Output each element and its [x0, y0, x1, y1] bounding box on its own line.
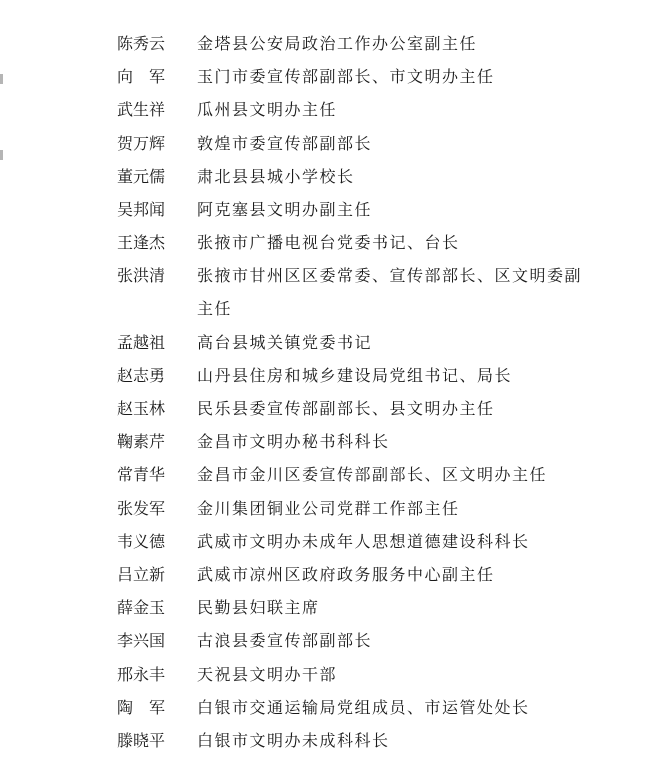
list-item [0, 160, 661, 193]
list-item [0, 458, 661, 491]
person-title: 张掖市广播电视台党委书记、台长 [197, 233, 460, 253]
list-item [0, 591, 661, 624]
list-item [0, 259, 661, 325]
person-name: 常青华 [117, 465, 166, 485]
person-title: 阿克塞县文明办副主任 [197, 199, 373, 219]
list-item [0, 658, 661, 691]
person-name: 薛金玉 [117, 598, 166, 618]
person-title: 玉门市委宣传部副部长、市文明办主任 [197, 67, 495, 87]
person-title: 金塔县公安局政治工作办公室副主任 [197, 34, 478, 53]
person-title: 敦煌市委宣传部副部长 [197, 133, 373, 153]
person-title: 武威市文明办未成年人思想道德建设科科长 [197, 531, 530, 551]
person-name: 赵志勇 [117, 365, 166, 385]
list-item [0, 60, 661, 93]
list-item [0, 27, 661, 60]
list-item [0, 226, 661, 259]
person-name: 韦义德 [117, 531, 166, 551]
person-title: 天祝县文明办干部 [197, 664, 338, 684]
person-title: 民乐县委宣传部副部长、县文明办主任 [197, 399, 495, 419]
person-title: 古浪县委宣传部副部长 [197, 631, 373, 651]
person-title: 山丹县住房和城乡建设局党组书记、局长 [197, 365, 513, 385]
person-name: 李兴国 [117, 631, 166, 651]
list-item [0, 724, 661, 757]
person-title: 肃北县县城小学校长 [197, 166, 355, 186]
person-title: 民勤县妇联主席 [197, 598, 320, 618]
person-name: 武生祥 [117, 100, 166, 120]
person-name: 向 军 [117, 67, 166, 87]
person-title: 白银市文明办未成科科长 [197, 730, 390, 750]
list-item [0, 359, 661, 392]
person-name: 张洪清 [117, 266, 166, 286]
person-name: 邢永丰 [117, 664, 166, 684]
list-item [0, 425, 661, 458]
list-item [0, 326, 661, 359]
list-item [0, 691, 661, 724]
list-item [0, 93, 661, 126]
person-title: 金昌市文明办秘书科科长 [197, 432, 390, 452]
list-item [0, 492, 661, 525]
person-name: 陶 军 [117, 697, 166, 717]
person-name: 王逢杰 [117, 233, 166, 253]
list-item [0, 624, 661, 657]
person-name: 赵玉林 [117, 399, 166, 419]
list-item [0, 392, 661, 425]
person-name: 吕立新 [117, 565, 166, 585]
person-title: 金昌市金川区委宣传部副部长、区文明办主任 [197, 465, 548, 485]
name-list [0, 27, 661, 757]
person-title: 金川集团铜业公司党群工作部主任 [197, 498, 460, 518]
list-item [0, 525, 661, 558]
person-name: 董元儒 [117, 166, 166, 186]
person-name: 贺万辉 [117, 133, 166, 153]
person-name: 孟越祖 [117, 332, 166, 352]
person-title: 白银市交通运输局党组成员、市运管处处长 [197, 697, 530, 717]
person-name: 张发军 [117, 498, 166, 518]
person-name: 吴邦闻 [117, 199, 166, 219]
list-item [0, 193, 661, 226]
person-name: 滕晓平 [117, 730, 166, 750]
person-title: 武威市凉州区政府政务服务中心副主任 [197, 565, 495, 585]
list-item [0, 558, 661, 591]
person-title: 张掖市甘州区区委常委、宣传部部长、区文明委副主任 [197, 266, 583, 319]
person-title: 瓜州县文明办主任 [197, 100, 338, 120]
person-title: 高台县城关镇党委书记 [197, 332, 373, 352]
person-name: 陈秀云 [117, 34, 166, 53]
list-item [0, 127, 661, 160]
person-name: 鞠素芹 [117, 432, 166, 452]
